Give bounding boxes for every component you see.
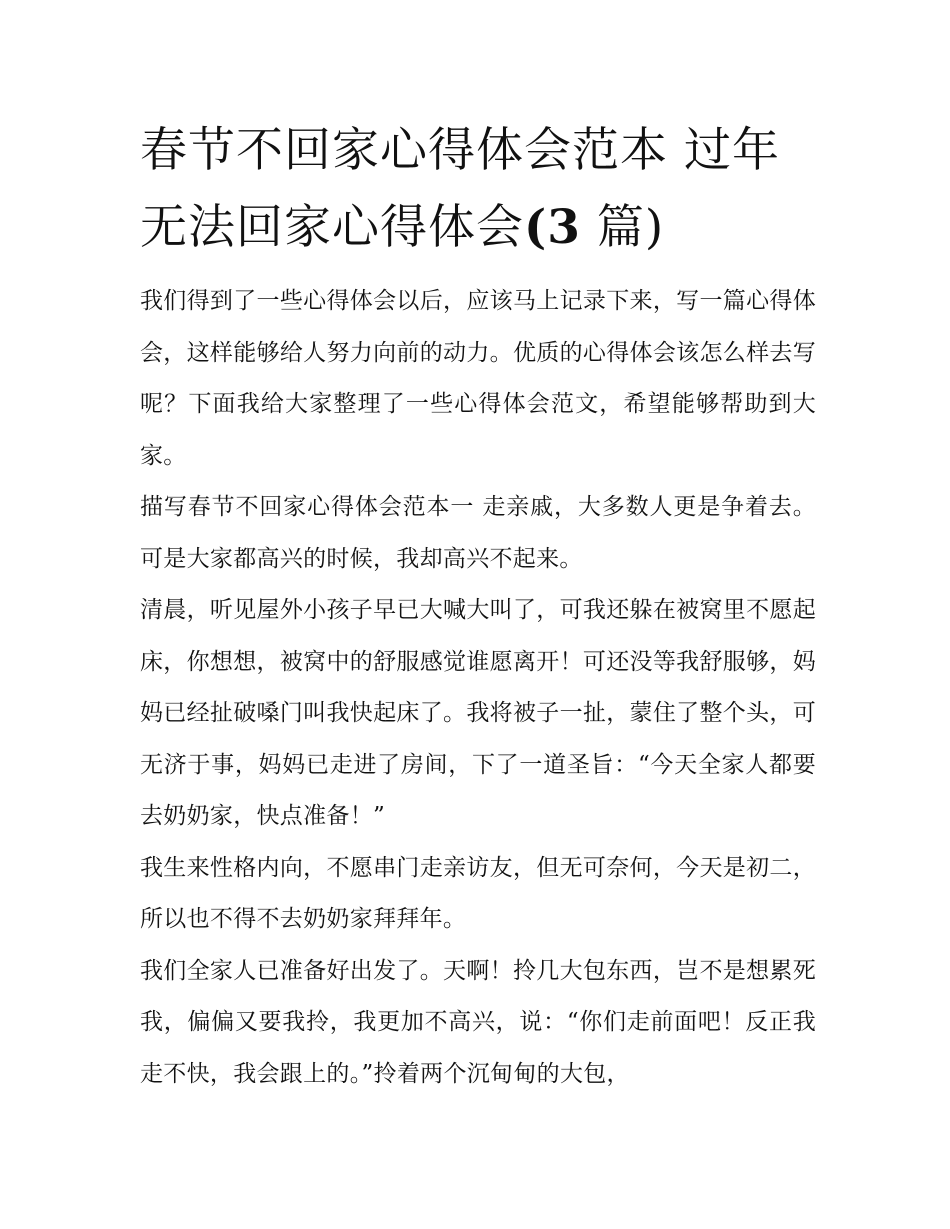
title-text: 春节不回家心得体会范本 过年无法回家心得体会: [140, 123, 780, 255]
title-suffix: 篇): [580, 200, 665, 255]
paragraph-morning: 清晨，听见屋外小孩子早已大喊大叫了，可我还躲在被窝里不愿起床，你想想，被窝中的舒服感觉谁愿离开！可还没等我舒服够，妈妈已经扯破嗓门叫我快起床了。我将被子一扯，蒙住了整个头，可无济于事，妈妈已走进了房间，下了一道圣旨：“今天全家人都要去奶奶家，快点准备！”: [140, 597, 816, 829]
paragraph-personality: 我生来性格内向，不愿串门走亲访友，但无可奈何，今天是初二，所以也不得不去奶奶家拜拜年。: [140, 854, 816, 932]
title-count: (3: [524, 200, 581, 255]
paragraph-essay-one-opening: 描写春节不回家心得体会范本一 走亲戚，大多数人更是争着去。 可是大家都高兴的时候，我却高兴不起来。: [140, 494, 816, 572]
document-body: [140, 276, 816, 1100]
paragraph-departure: 我们全家人已准备好出发了。天啊！拎几大包东西，岂不是想累死我，偏偏又要我拎，我更加不高兴，说：“你们走前面吧！反正我走不快，我会跟上的。”拎着两个沉甸甸的大包，: [140, 957, 816, 1087]
document-title: [140, 112, 820, 266]
paragraph-intro: 我们得到了一些心得体会以后，应该马上记录下来，写一篇心得体会，这样能够给人努力向前的动力。优质的心得体会该怎么样去写呢？下面我给大家整理了一些心得体会范文，希望能够帮助到大家。: [140, 288, 816, 469]
